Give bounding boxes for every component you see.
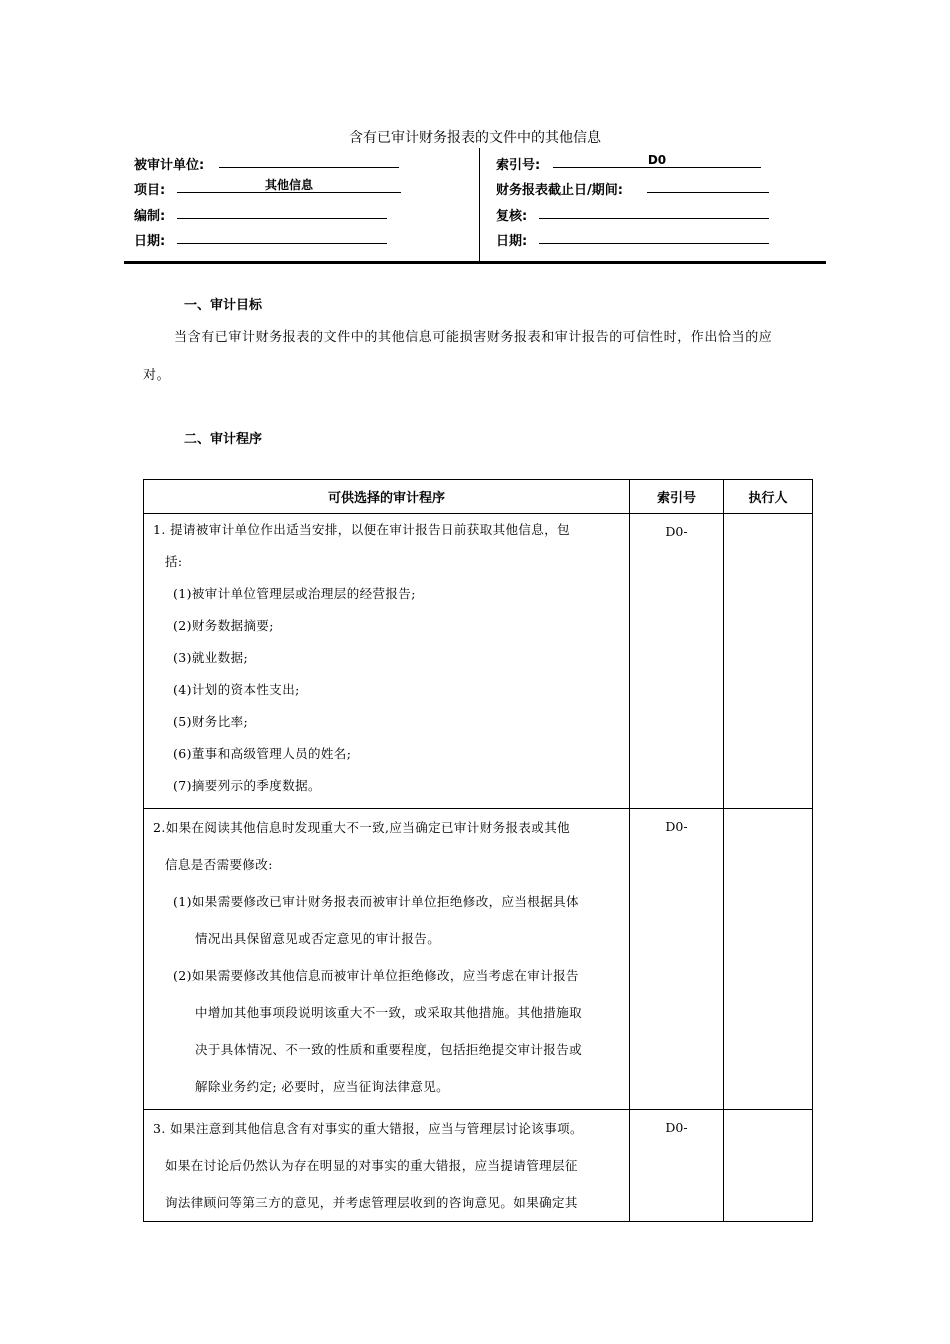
procedure-line: (2)如果需要修改其他信息而被审计单位拒绝修改，应当考虑在审计报告	[173, 968, 579, 983]
procedure-line: (2)财务数据摘要;	[173, 618, 274, 633]
table-row	[144, 809, 813, 1110]
index-cell[interactable]: D0-	[630, 514, 724, 809]
index-field[interactable]	[553, 153, 761, 168]
document-title: 含有已审计财务报表的文件中的其他信息	[349, 130, 601, 146]
header-label-date-right: 日期:	[496, 234, 528, 249]
index-cell[interactable]: D0-	[630, 1110, 724, 1222]
col-header-procedure: 可供选择的审计程序	[144, 480, 630, 514]
header-label-client: 被审计单位:	[134, 158, 205, 173]
date-field-left[interactable]	[177, 229, 387, 244]
header-label-reviewer: 复核:	[496, 209, 528, 224]
header-label-project: 项目:	[134, 183, 166, 198]
index-value: D0	[647, 153, 667, 167]
procedure-line: 如果在讨论后仍然认为存在明显的对事实的重大错报，应当提请管理层征	[165, 1158, 578, 1173]
index-cell[interactable]: D0-	[630, 809, 724, 1110]
col-header-index: 索引号	[630, 480, 724, 514]
section-heading-procedures: 二、审计程序	[184, 432, 263, 447]
objective-paragraph-line2: 对。	[143, 368, 171, 383]
header-label-period: 财务报表截止日/期间:	[496, 183, 623, 198]
procedure-line: 信息是否需要修改:	[165, 857, 273, 872]
col-header-executor: 执行人	[724, 480, 813, 514]
objective-paragraph-line1: 当含有已审计财务报表的文件中的其他信息可能损害财务报表和审计报告的可信性时，作出恰当的应	[174, 330, 773, 345]
procedure-cell	[144, 809, 630, 1110]
procedure-line: 询法律顾问等第三方的意见，并考虑管理层收到的咨询意见。如果确定其	[165, 1195, 578, 1210]
period-field[interactable]	[647, 178, 769, 193]
procedure-line: 3. 如果注意到其他信息含有对事实的重大错报，应当与管理层讨论该事项。	[153, 1121, 583, 1136]
procedure-cell	[144, 514, 630, 809]
procedure-line: 2.如果在阅读其他信息时发现重大不一致,应当确定已审计财务报表或其他	[153, 820, 571, 835]
client-field[interactable]	[219, 153, 399, 168]
project-field[interactable]: 其他信息	[177, 178, 401, 193]
procedure-line: 情况出具保留意见或否定意见的审计报告。	[195, 931, 441, 946]
procedure-line: (4)计划的资本性支出;	[173, 682, 300, 697]
procedure-table	[143, 479, 813, 1222]
header-rule	[124, 261, 826, 264]
section-heading-objective: 一、审计目标	[184, 298, 263, 313]
executor-cell[interactable]	[724, 1110, 813, 1222]
procedure-line: (3)就业数据;	[173, 650, 249, 665]
procedure-line: (7)摘要列示的季度数据。	[173, 778, 321, 793]
procedure-line: (6)董事和高级管理人员的姓名;	[173, 746, 352, 761]
table-row	[144, 1110, 813, 1222]
procedure-line: 解除业务约定; 必要时，应当征询法律意见。	[195, 1079, 450, 1094]
preparer-field[interactable]	[177, 204, 387, 219]
executor-cell[interactable]	[724, 809, 813, 1110]
procedure-cell	[144, 1110, 630, 1222]
procedure-line: (1)如果需要修改已审计财务报表而被审计单位拒绝修改，应当根据具体	[173, 894, 579, 909]
procedure-line: (1)被审计单位管理层或治理层的经营报告;	[173, 586, 416, 601]
procedure-line: (5)财务比率;	[173, 714, 249, 729]
procedure-line: 决于具体情况、不一致的性质和重要程度，包括拒绝提交审计报告或	[195, 1042, 583, 1057]
procedure-line: 括:	[165, 554, 183, 569]
date-field-right[interactable]	[539, 229, 769, 244]
reviewer-field[interactable]	[539, 204, 769, 219]
header-label-index: 索引号:	[496, 158, 541, 173]
procedure-line: 中增加其他事项段说明该重大不一致，或采取其他措施。其他措施取	[195, 1005, 583, 1020]
table-row	[144, 514, 813, 809]
procedure-line: 1. 提请被审计单位作出适当安排，以便在审计报告日前获取其他信息，包	[153, 522, 571, 537]
header-label-preparer: 编制:	[134, 209, 166, 224]
table-header-row	[144, 480, 813, 514]
header-divider	[479, 148, 480, 263]
executor-cell[interactable]	[724, 514, 813, 809]
header-label-date-left: 日期:	[134, 234, 166, 249]
